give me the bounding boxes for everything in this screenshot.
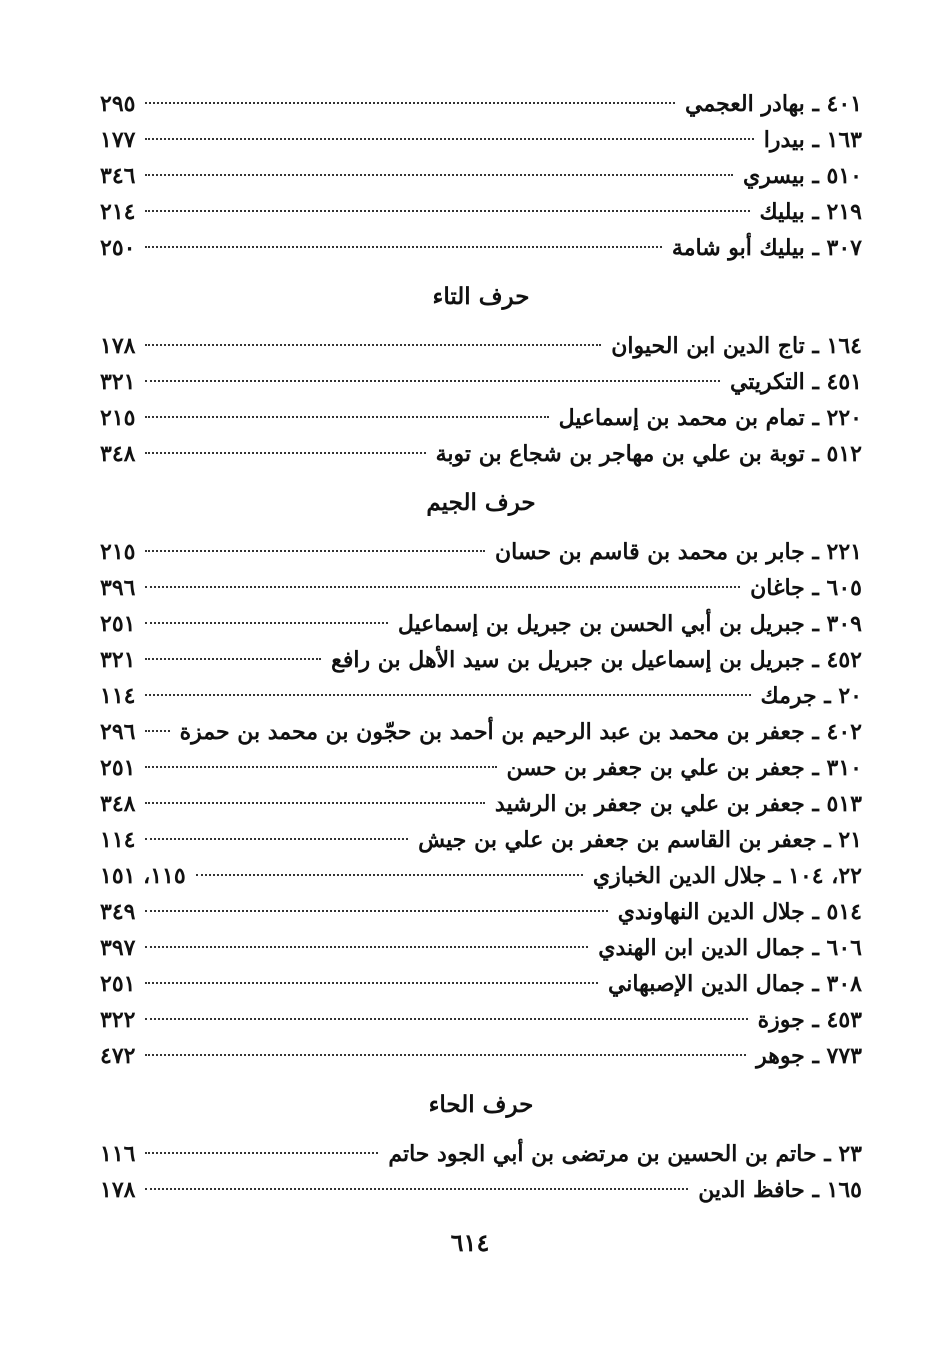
entry-page-numbers: ٢٥٠ [100, 235, 136, 261]
index-entry [100, 400, 862, 436]
entry-label: ٣٠٧ ـ بيليك أبو شامة [671, 235, 862, 261]
dot-leader [196, 874, 583, 876]
dot-leader [145, 802, 484, 804]
index-entry [100, 678, 862, 714]
dot-leader [145, 910, 607, 912]
index-entry [100, 822, 862, 858]
entry-page-numbers: ٢٥١ [100, 755, 136, 781]
entry-label: ٤٠١ ـ بهادر العجمي [685, 91, 862, 117]
entry-label: ٥١٤ ـ جلال الدين النهاوندي [617, 899, 862, 925]
dot-leader [145, 416, 548, 418]
dot-leader [145, 102, 675, 104]
entry-label: ١٦٥ ـ حافظ الدين [698, 1177, 862, 1203]
entry-list [100, 534, 862, 1074]
index-entry [100, 894, 862, 930]
index-entry [100, 714, 862, 750]
entry-page-numbers: ١٧٧ [100, 127, 136, 153]
dot-leader [145, 344, 601, 346]
section-heading: حرف الجيم [426, 489, 536, 516]
entry-list [100, 86, 862, 266]
page-number: ٦١٤ [450, 1228, 490, 1257]
dot-leader [145, 246, 661, 248]
dot-leader [145, 138, 753, 140]
entry-label: ٣٠٨ ـ جمال الدين الإصبهاني [607, 971, 862, 997]
index-entry [100, 570, 862, 606]
entry-page-numbers: ٤٧٢ [100, 1043, 136, 1069]
entry-label: ٤٠٢ ـ جعفر بن محمد بن عبد الرحيم بن أحمد بن حجّون بن محمد بن حمزة [179, 719, 862, 745]
index-entry [100, 930, 862, 966]
entry-label: ٢١ ـ جعفر بن القاسم بن جعفر بن علي بن جيش [418, 827, 862, 853]
index-entry [100, 1172, 862, 1208]
entry-label: ٢٢٠ ـ تمام بن محمد بن إسماعيل [558, 405, 862, 431]
index-entry [100, 858, 862, 894]
index-entry [100, 86, 862, 122]
entry-page-numbers: ٢٩٦ [100, 719, 136, 745]
dot-leader [145, 174, 733, 176]
dot-leader [145, 550, 485, 552]
entry-page-numbers: ٣٩٧ [100, 935, 136, 961]
entry-page-numbers: ٢١٥ [100, 539, 136, 565]
index-entry [100, 534, 862, 570]
index-entry [100, 966, 862, 1002]
entry-page-numbers: ١٧٨ [100, 1177, 136, 1203]
index-entry [100, 364, 862, 400]
entry-label: ٥١٢ ـ توبة بن علي بن مهاجر بن شجاع بن توبة [435, 441, 862, 467]
entry-page-numbers: ٢١٥ [100, 405, 136, 431]
index-entry [100, 606, 862, 642]
entry-list [100, 1136, 862, 1208]
entry-page-numbers: ٢١٤ [100, 199, 136, 225]
entry-label: ٤٥٢ ـ جبريل بن إسماعيل بن جبريل بن سيد الأهل بن رافع [331, 647, 862, 673]
entry-label: ٥١٠ ـ بيسري [743, 163, 862, 189]
entry-label: ٤٥١ ـ التكريتي [729, 369, 862, 395]
index-entry [100, 750, 862, 786]
entry-label: ١٦٣ ـ بيدرا [763, 127, 862, 153]
index-entry [100, 328, 862, 364]
entry-page-numbers: ٣٢١ [100, 369, 136, 395]
entry-label: ٢٠ ـ جرمك [760, 683, 862, 709]
entry-label: ٢٢، ١٠٤ ـ جلال الدين الخبازي [592, 863, 862, 889]
index-entry [100, 1136, 862, 1172]
entry-page-numbers: ١٧٨ [100, 333, 136, 359]
entry-page-numbers: ٣٤٩ [100, 899, 136, 925]
dot-leader [145, 766, 496, 768]
entry-label: ٢١٩ ـ بيليك [759, 199, 862, 225]
dot-leader [145, 1188, 688, 1190]
dot-leader [145, 1018, 747, 1020]
dot-leader [145, 1152, 378, 1154]
dot-leader [145, 586, 740, 588]
entry-page-numbers: ١١٥، ١٥١ [100, 863, 186, 889]
entry-label: ٣٠٩ ـ جبريل بن أبي الحسن بن جبريل بن إسماعيل [397, 611, 862, 637]
index-entry [100, 642, 862, 678]
entry-page-numbers: ٣٢١ [100, 647, 136, 673]
index-entry [100, 122, 862, 158]
index-entry [100, 1002, 862, 1038]
index-entry [100, 158, 862, 194]
entry-page-numbers: ٣٢٢ [100, 1007, 136, 1033]
index-entry [100, 194, 862, 230]
section-heading: حرف الحاء [428, 1091, 534, 1118]
index-entry [100, 786, 862, 822]
dot-leader [145, 982, 597, 984]
entry-page-numbers: ٣٩٦ [100, 575, 136, 601]
entry-page-numbers: ٣٤٨ [100, 441, 136, 467]
entry-page-numbers: ٢٥١ [100, 971, 136, 997]
dot-leader [145, 730, 169, 732]
entry-label: ٤٥٣ ـ جوزة [757, 1007, 862, 1033]
dot-leader [145, 658, 321, 660]
entry-page-numbers: ٢٩٥ [100, 91, 136, 117]
section-heading: حرف التاء [432, 283, 530, 310]
entry-list [100, 328, 862, 472]
entry-label: ١٦٤ ـ تاج الدين ابن الحيوان [611, 333, 862, 359]
entry-page-numbers: ٣٤٦ [100, 163, 136, 189]
dot-leader [145, 622, 387, 624]
entry-label: ٦٠٦ ـ جمال الدين ابن الهندي [598, 935, 862, 961]
entry-label: ٥١٣ ـ جعفر بن علي بن جعفر بن الرشيد [494, 791, 862, 817]
entry-label: ٧٧٣ ـ جوهر [756, 1043, 862, 1069]
entry-label: ٣١٠ ـ جعفر بن علي بن جعفر بن حسن [506, 755, 862, 781]
index-entry [100, 230, 862, 266]
entry-page-numbers: ٢٥١ [100, 611, 136, 637]
entry-label: ٢٢١ ـ جابر بن محمد بن قاسم بن حسان [495, 539, 862, 565]
entry-label: ٦٠٥ ـ جاغان [750, 575, 862, 601]
dot-leader [145, 452, 425, 454]
entry-page-numbers: ١١٤ [100, 683, 136, 709]
index-page [100, 86, 862, 1208]
dot-leader [145, 380, 719, 382]
entry-page-numbers: ٣٤٨ [100, 791, 136, 817]
dot-leader [145, 946, 588, 948]
index-entry [100, 1038, 862, 1074]
dot-leader [145, 694, 750, 696]
dot-leader [145, 838, 408, 840]
entry-label: ٢٣ ـ حاتم بن الحسين بن مرتضى بن أبي الجود حاتم [388, 1141, 862, 1167]
dot-leader [145, 1054, 746, 1056]
entry-page-numbers: ١١٤ [100, 827, 136, 853]
dot-leader [145, 210, 749, 212]
index-entry [100, 436, 862, 472]
entry-page-numbers: ١١٦ [100, 1141, 136, 1167]
